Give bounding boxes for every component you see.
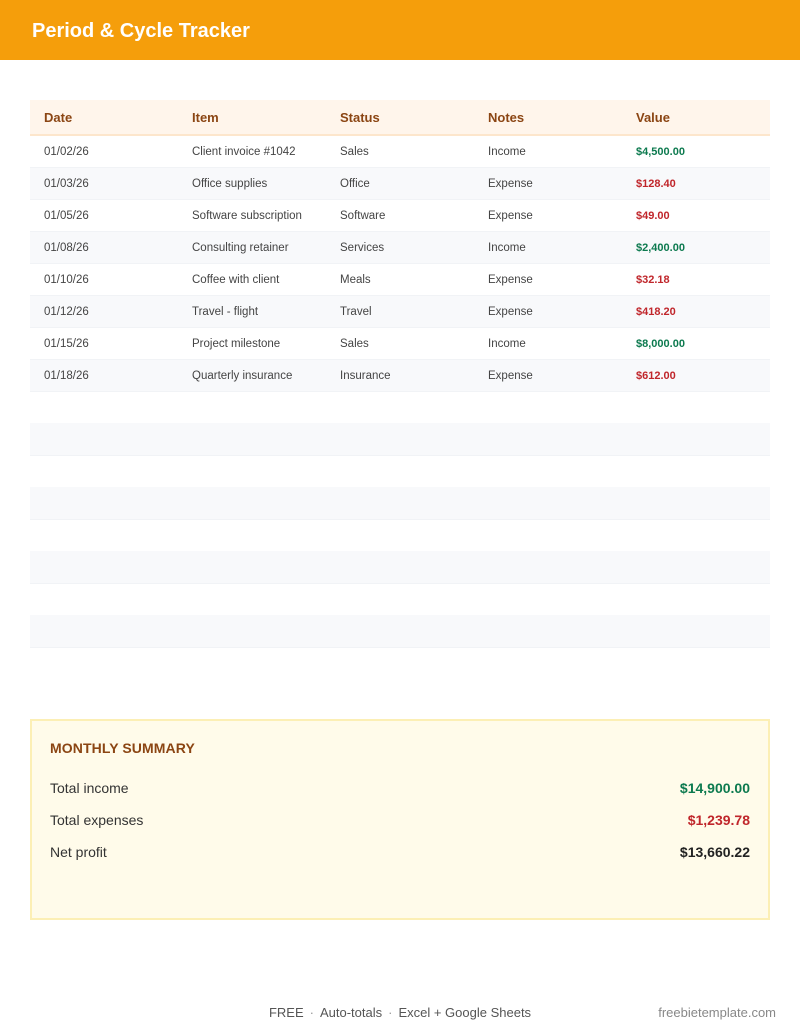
cell-notes: Income [488,145,526,158]
table-row[interactable] [30,232,770,264]
cell-item: Coffee with client [192,273,280,286]
table-row[interactable] [30,296,770,328]
footer-separator: · [309,1005,314,1020]
footer-site-link[interactable]: freebietemplate.com [658,1005,776,1020]
cell-value: $128.40 [636,177,676,190]
cell-value: $32.18 [636,273,670,286]
cell-item: Software subscription [192,209,302,222]
cell-status: Services [340,241,385,254]
cell-notes: Expense [488,369,533,382]
summary-row-net-profit [50,842,750,862]
table-body [30,136,770,392]
cell-item: Project milestone [192,337,281,350]
cell-item: Office supplies [192,177,268,190]
table-row[interactable] [30,136,770,168]
footer-platforms: Excel + Google Sheets [398,1005,532,1020]
cell-status: Sales [340,145,369,158]
net-profit-label: Net profit [50,844,107,860]
cell-date: 01/02/26 [44,145,89,158]
table-row[interactable] [30,200,770,232]
cell-notes: Expense [488,305,533,318]
cell-item: Quarterly insurance [192,369,293,382]
cell-notes: Expense [488,209,533,222]
table-header [30,100,770,136]
summary-row-income [50,778,750,798]
footer-auto-totals: Auto-totals [319,1005,383,1020]
cell-date: 01/18/26 [44,369,89,382]
total-income-label: Total income [50,780,129,796]
table-row[interactable] [30,360,770,392]
total-expenses-value: $1,239.78 [687,812,750,828]
column-header-notes[interactable]: Notes [488,109,525,125]
footer-separator: · [388,1005,393,1020]
cell-status: Meals [340,273,371,286]
column-header-date[interactable]: Date [44,109,73,125]
empty-table-row[interactable] [30,615,770,648]
cell-item: Travel - flight [192,305,259,318]
cell-status: Travel [340,305,372,318]
empty-table-row[interactable] [30,423,770,456]
cell-notes: Income [488,241,526,254]
monthly-summary-panel [30,719,770,920]
cell-value: $2,400.00 [636,241,685,254]
table-row[interactable] [30,328,770,360]
cell-status: Insurance [340,369,391,382]
net-profit-value: $13,660.22 [679,844,750,860]
cell-notes: Expense [488,177,533,190]
cell-status: Office [340,177,370,190]
cell-status: Sales [340,337,369,350]
cell-status: Software [340,209,386,222]
column-header-item[interactable]: Item [192,109,219,125]
page-title: Period & Cycle Tracker [32,20,250,42]
cell-notes: Income [488,337,526,350]
summary-row-expenses [50,810,750,830]
summary-title: MONTHLY SUMMARY [50,740,195,756]
cell-value: $4,500.00 [636,145,685,158]
cell-value: $8,000.00 [636,337,685,350]
cell-value: $49.00 [636,209,670,222]
table-row[interactable] [30,264,770,296]
cell-date: 01/05/26 [44,209,89,222]
column-header-status[interactable]: Status [340,109,380,125]
footer-free: FREE [268,1005,304,1020]
cell-item: Client invoice #1042 [192,145,296,158]
empty-table-row[interactable] [30,487,770,520]
transactions-table [30,100,770,392]
total-expenses-label: Total expenses [50,812,144,828]
cell-date: 01/15/26 [44,337,89,350]
total-income-value: $14,900.00 [679,780,750,796]
cell-date: 01/10/26 [44,273,89,286]
cell-value: $612.00 [636,369,676,382]
header-bar [0,0,800,60]
column-header-value[interactable]: Value [636,109,670,125]
cell-date: 01/03/26 [44,177,89,190]
cell-notes: Expense [488,273,533,286]
cell-value: $418.20 [636,305,676,318]
empty-table-row[interactable] [30,551,770,584]
cell-date: 01/08/26 [44,241,89,254]
cell-date: 01/12/26 [44,305,89,318]
cell-item: Consulting retainer [192,241,289,254]
table-row[interactable] [30,168,770,200]
